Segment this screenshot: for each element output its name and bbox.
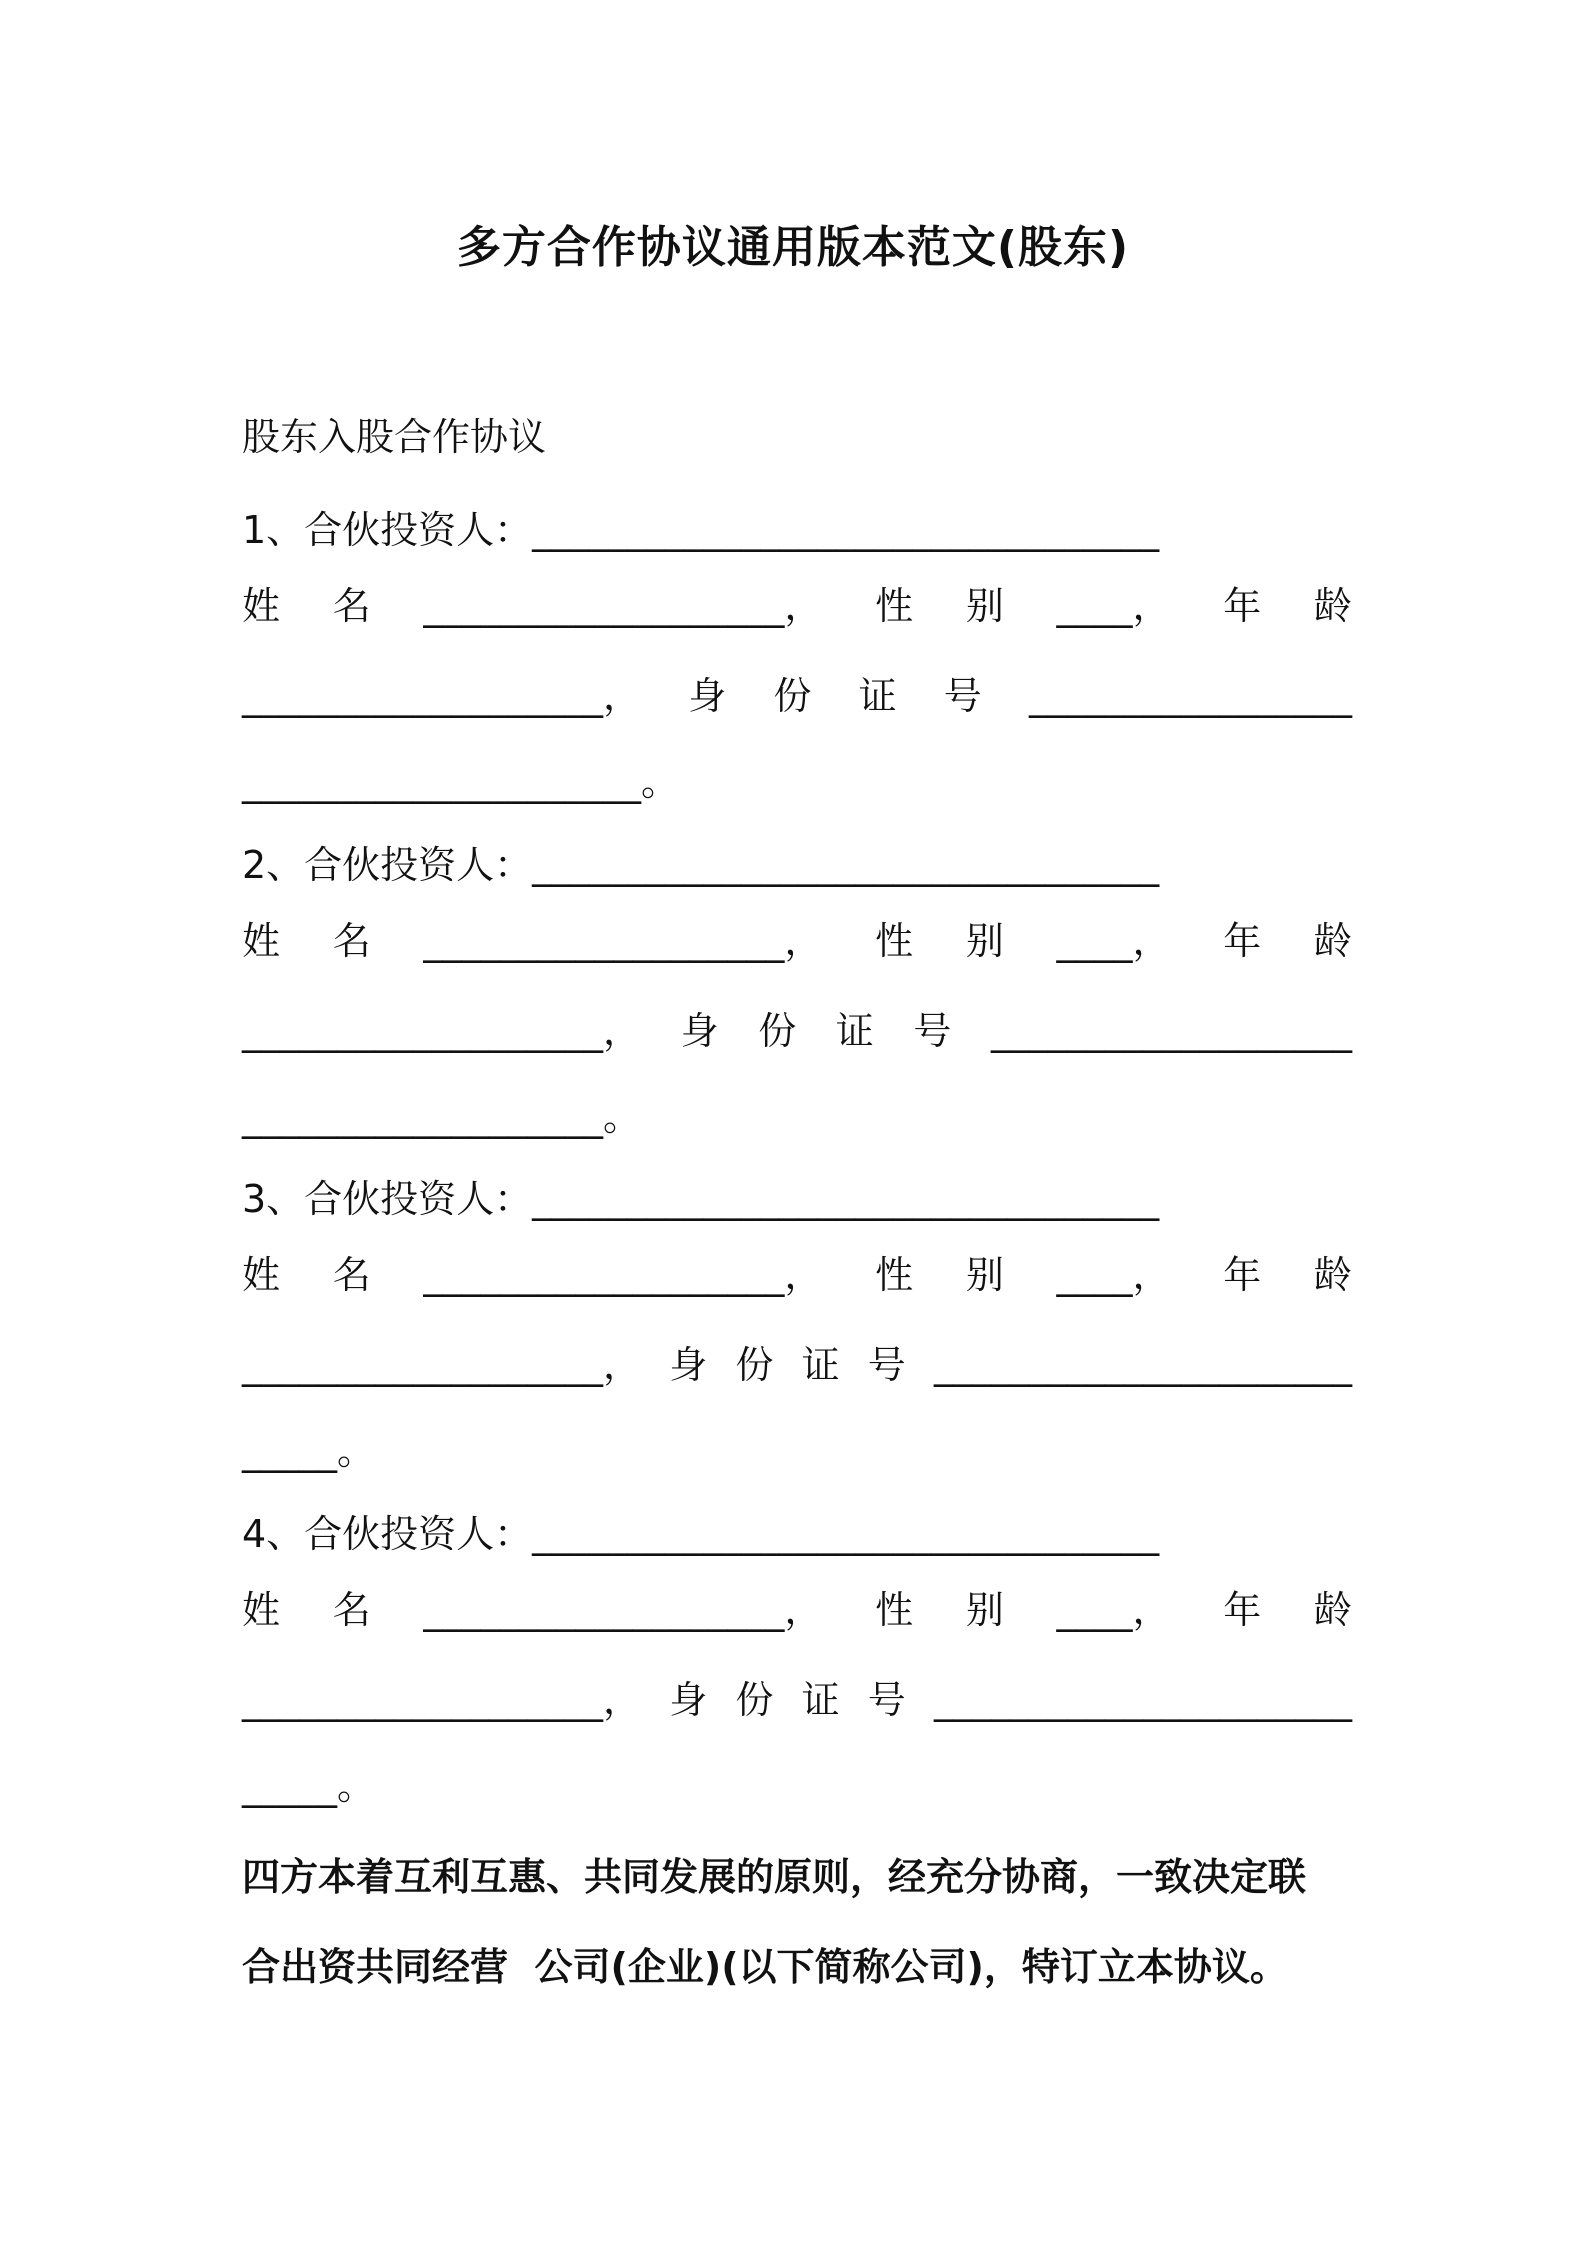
name-label-char: 姓 (242, 1588, 281, 1632)
age-label-char: 年 (1223, 1588, 1262, 1632)
gender-label-char: 性 (875, 584, 914, 628)
name-label-char: 名 (332, 1588, 371, 1632)
id-label-char: 身 (680, 1009, 719, 1053)
name-blank: ___________________， (423, 919, 823, 963)
gender-label-char: 别 (965, 1253, 1004, 1297)
name-blank: ___________________， (423, 1253, 823, 1297)
id-label-char: 份 (735, 1678, 774, 1722)
gender-label-char: 性 (875, 1588, 914, 1632)
id-label-char: 号 (913, 1009, 952, 1053)
id-blank: _________________ (1028, 674, 1352, 718)
id-label-char: 身 (669, 1343, 708, 1387)
partner-2-row1 (242, 916, 1352, 966)
gender-blank: ____， (1056, 919, 1171, 963)
gender-blank: ____， (1056, 584, 1171, 628)
id-label-char: 身 (669, 1678, 708, 1722)
partner-1-row1 (242, 581, 1352, 631)
age-label-char: 龄 (1313, 1253, 1352, 1297)
name-label-char: 姓 (242, 919, 281, 963)
name-label-char: 名 (332, 919, 371, 963)
age-label-char: 年 (1223, 1253, 1262, 1297)
id-label-char: 证 (835, 1009, 874, 1053)
name-blank: ___________________， (423, 1588, 823, 1632)
closing-paragraph (242, 1832, 1352, 2012)
id-label-char: 号 (867, 1343, 906, 1387)
partner-3-header: 3、合伙投资人：_________________________________ (242, 1177, 1160, 1221)
document-subtitle: 股东入股合作协议 (242, 415, 547, 459)
gender-label-char: 别 (965, 1588, 1004, 1632)
partner-4-row2 (242, 1675, 1352, 1725)
name-label-char: 名 (332, 1253, 371, 1297)
age-label-char: 龄 (1313, 919, 1352, 963)
id-label-char: 证 (801, 1678, 840, 1722)
id-blank: ______________________ (933, 1678, 1352, 1722)
age-label-char: 年 (1223, 584, 1262, 628)
age-blank: ___________________， (242, 674, 642, 718)
gender-label-char: 别 (965, 919, 1004, 963)
partner-4-header: 4、合伙投资人：_________________________________ (242, 1512, 1160, 1556)
partner-4-row1 (242, 1585, 1352, 1635)
age-label-char: 年 (1223, 919, 1262, 963)
id-blank: ______________________ (933, 1343, 1352, 1387)
partner-1-header: 1、合伙投资人：_________________________________ (242, 508, 1160, 552)
partner-3-row2 (242, 1340, 1352, 1390)
name-label-char: 姓 (242, 584, 281, 628)
partner-2-row3: ___________________。 (242, 1095, 642, 1139)
age-label-char: 龄 (1313, 584, 1352, 628)
name-label-char: 姓 (242, 1253, 281, 1297)
gender-blank: ____， (1056, 1253, 1171, 1297)
gender-label-char: 性 (875, 1253, 914, 1297)
id-label-char: 份 (758, 1009, 797, 1053)
age-label-char: 龄 (1313, 1588, 1352, 1632)
id-label-char: 份 (773, 674, 812, 718)
id-label-char: 证 (858, 674, 897, 718)
age-blank: ___________________， (242, 1009, 642, 1053)
name-blank: ___________________， (423, 584, 823, 628)
partner-2-row2 (242, 1006, 1352, 1056)
partner-2-header: 2、合伙投资人：_________________________________ (242, 843, 1160, 887)
gender-label-char: 性 (875, 919, 914, 963)
id-label-char: 号 (867, 1678, 906, 1722)
gender-label-char: 别 (965, 584, 1004, 628)
age-blank: ___________________， (242, 1678, 642, 1722)
id-label-char: 号 (943, 674, 982, 718)
partner-1-row2 (242, 671, 1352, 721)
gender-blank: ____， (1056, 1588, 1171, 1632)
id-label-char: 证 (801, 1343, 840, 1387)
closing-line-2: 合出资共同经营 公司(企业)(以下简称公司)，特订立本协议。 (242, 1945, 1288, 1989)
partner-3-row1 (242, 1250, 1352, 1300)
id-label-char: 份 (735, 1343, 774, 1387)
partner-1-row3: _____________________。 (242, 760, 680, 804)
name-label-char: 名 (332, 584, 371, 628)
age-blank: ___________________， (242, 1343, 642, 1387)
id-label-char: 身 (688, 674, 727, 718)
partner-4-row3: _____。 (242, 1764, 376, 1808)
document-title: 多方合作协议通用版本范文(股东) (456, 222, 1130, 273)
partner-3-row3: _____。 (242, 1429, 376, 1473)
id-blank: ___________________ (990, 1009, 1352, 1053)
closing-line-1: 四方本着互利互惠、共同发展的原则，经充分协商，一致决定联 (242, 1855, 1307, 1899)
